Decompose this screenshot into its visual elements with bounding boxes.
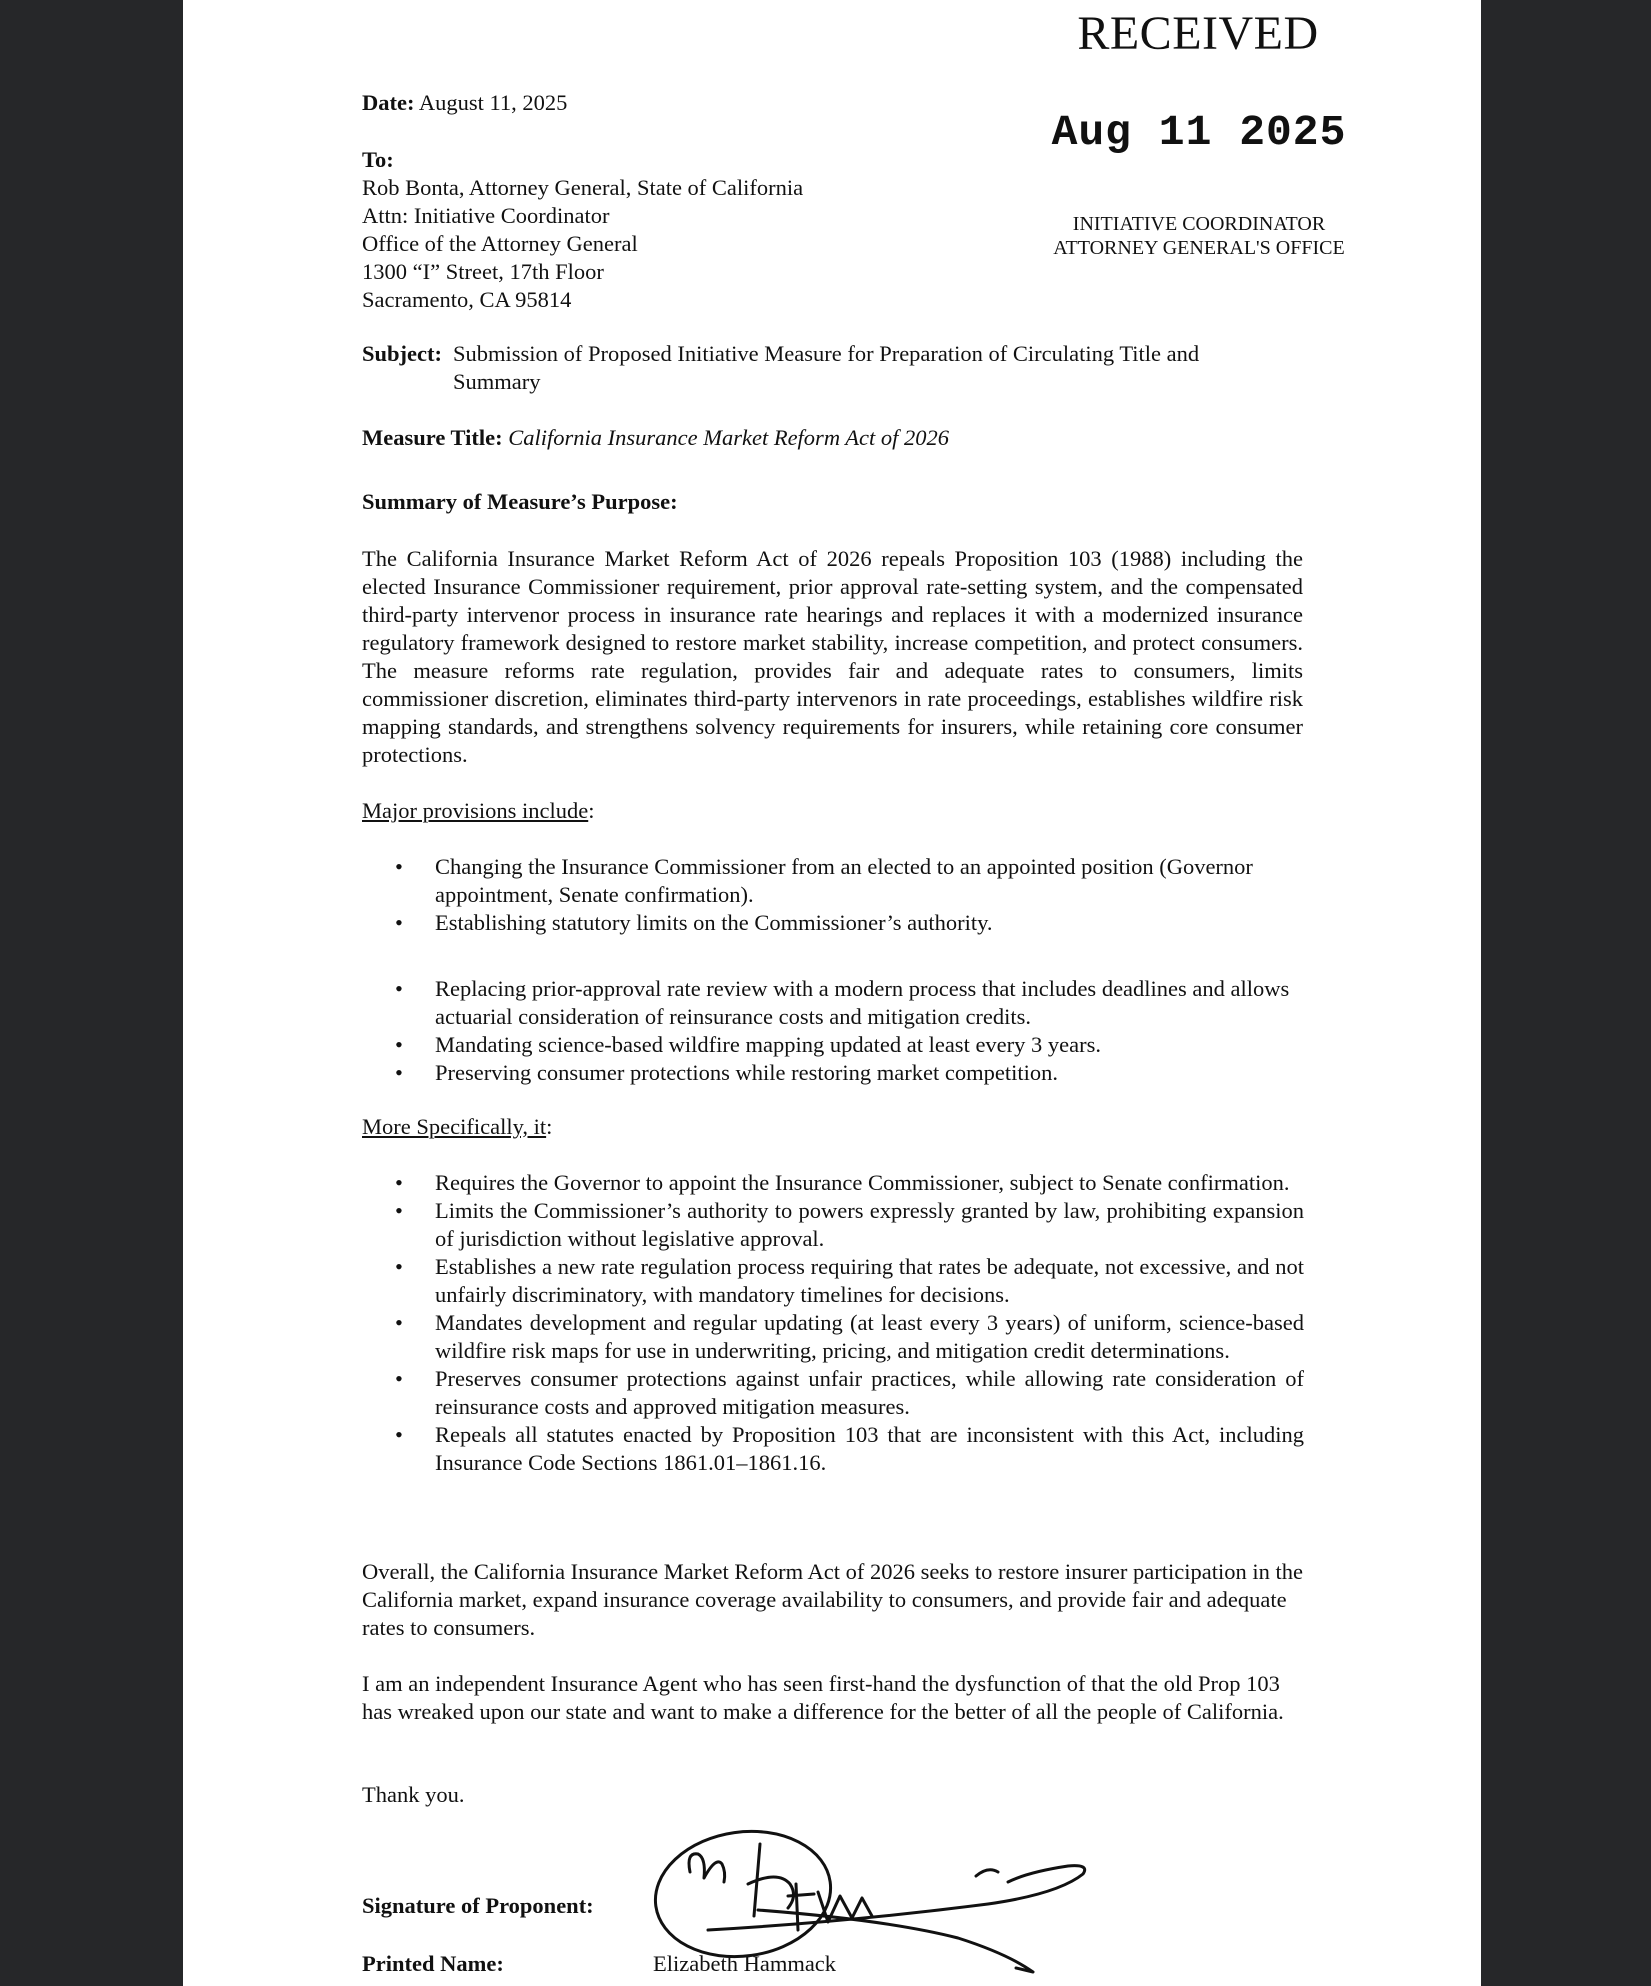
addressee-line: Office of the Attorney General bbox=[362, 231, 638, 256]
addressee-line: Rob Bonta, Attorney General, State of California bbox=[362, 175, 804, 200]
subject-value: Submission of Proposed Initiative Measure for Preparation of Circulating Title and Summary bbox=[453, 341, 1200, 394]
heading-colon: : bbox=[588, 798, 595, 823]
to-label: To: bbox=[362, 147, 394, 172]
signature-label: Signature of Proponent: bbox=[362, 1893, 594, 1918]
list-item: • Changing the Insurance Commissioner from an elected to an appointed position (Governor appointment, Senate confirmation). bbox=[362, 853, 1304, 909]
stamp-office-line: INITIATIVE COORDINATOR bbox=[1072, 213, 1326, 235]
summary-paragraph: The California Insurance Market Reform Act of 2026 repeals Proposition 103 (1988) including the elected Insurance Commissioner requirement, prior approval rate-setting system, and the compensated third-party intervenor process in insurance rate hearings and replaces it with a modernized insurance regulatory framework designed to restore market stability, increase competition, and protect consumers. The measure reforms rate regulation, provides fair and adequate rates to consumers, limits commissioner discretion, eliminates third-party intervenors in rate proceedings, establishes wildfire risk mapping standards, and strengthens solvency requirements for insurers, while retaining core consumer protections. bbox=[362, 546, 1303, 767]
measure-title-label: Measure Title: bbox=[362, 425, 503, 450]
date-label: Date: bbox=[362, 90, 415, 115]
list-item: • Mandating science-based wildfire mapping updated at least every 3 years. bbox=[362, 1031, 1304, 1059]
more-specifically-heading-text: More Specifically, it bbox=[362, 1114, 547, 1139]
heading-colon: : bbox=[546, 1114, 553, 1139]
personal-statement-paragraph: I am an independent Insurance Agent who has seen first-hand the dysfunction of that the old Prop 103 has wreaked upon our state and want to make a difference for the better of all the people of California. bbox=[362, 1671, 1284, 1724]
addressee-line: Attn: Initiative Coordinator bbox=[362, 203, 610, 228]
list-item: • Establishing statutory limits on the Commissioner’s authority. bbox=[362, 909, 1304, 937]
date-line bbox=[362, 89, 567, 117]
list-item: • Preserves consumer protections against unfair practices, while allowing rate consideration of reinsurance costs and approved mitigation measures. bbox=[362, 1365, 1304, 1421]
received-stamp-office bbox=[1019, 212, 1379, 260]
addressee-block bbox=[362, 146, 803, 314]
subject-row bbox=[362, 340, 1262, 396]
more-specifically-list bbox=[362, 1169, 1304, 1477]
printed-name-label: Printed Name: bbox=[362, 1951, 504, 1976]
overall-paragraph: Overall, the California Insurance Market Reform Act of 2026 seeks to restore insurer participation in the California market, expand insurance coverage availability to consumers, and provide fair and adequate rates to consumers. bbox=[362, 1559, 1303, 1640]
list-item: • Establishes a new rate regulation process requiring that rates be adequate, not excessive, and not unfairly discriminatory, with mandatory timelines for decisions. bbox=[362, 1253, 1304, 1309]
addressee-line: Sacramento, CA 95814 bbox=[362, 287, 572, 312]
subject-label: Subject: bbox=[362, 341, 442, 366]
thank-you-line: Thank you. bbox=[362, 1782, 465, 1807]
addressee-line: 1300 “I” Street, 17th Floor bbox=[362, 259, 604, 284]
major-provisions-list-continued bbox=[362, 975, 1304, 1087]
major-provisions-list bbox=[362, 853, 1304, 937]
list-item: • Requires the Governor to appoint the Insurance Commissioner, subject to Senate confirmation. bbox=[362, 1169, 1304, 1197]
summary-heading: Summary of Measure’s Purpose: bbox=[362, 489, 678, 514]
measure-title-row bbox=[362, 424, 949, 452]
major-provisions-heading-text: Major provisions include bbox=[362, 798, 589, 823]
more-specifically-heading bbox=[362, 1113, 552, 1141]
major-provisions-heading bbox=[362, 797, 595, 825]
measure-title-value: California Insurance Market Reform Act of 2026 bbox=[508, 425, 950, 450]
list-item: • Replacing prior-approval rate review with a modern process that includes deadlines and allows actuarial consideration of reinsurance costs and mitigation credits. bbox=[362, 975, 1304, 1031]
received-stamp-title: RECEIVED bbox=[1077, 7, 1319, 60]
received-stamp-date: Aug 11 2025 bbox=[1051, 108, 1347, 157]
list-item: • Preserving consumer protections while restoring market competition. bbox=[362, 1059, 1304, 1087]
date-value: August 11, 2025 bbox=[418, 90, 568, 115]
list-item: • Mandates development and regular updating (at least every 3 years) of uniform, science-based wildfire risk maps for use in underwriting, pricing, and mitigation credit determinations. bbox=[362, 1309, 1304, 1365]
document-page bbox=[183, 0, 1481, 1986]
stamp-office-line: ATTORNEY GENERAL'S OFFICE bbox=[1053, 237, 1345, 259]
printed-name-value: Elizabeth Hammack bbox=[653, 1951, 837, 1976]
list-item: • Limits the Commissioner’s authority to powers expressly granted by law, prohibiting expansion of jurisdiction without legislative approval. bbox=[362, 1197, 1304, 1253]
list-item: • Repeals all statutes enacted by Proposition 103 that are inconsistent with this Act, including Insurance Code Sections 1861.01–1861.16. bbox=[362, 1421, 1304, 1477]
